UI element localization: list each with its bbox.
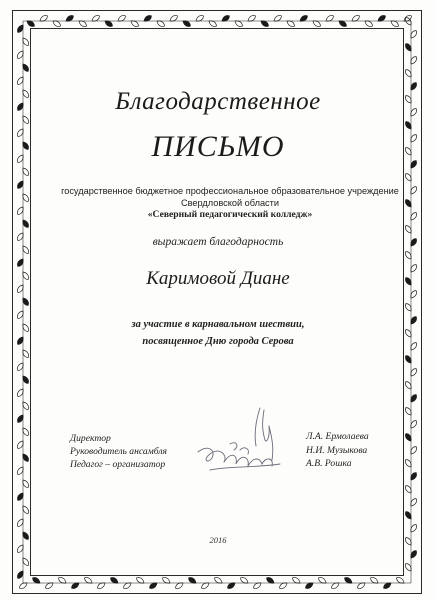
name-ensemble-leader: Н.И. Музыкова <box>306 444 368 456</box>
name-organizer: А.В. Рошка <box>306 458 352 469</box>
reason-block <box>0 316 436 350</box>
role-ensemble-leader: Руководитель ансамбля <box>70 446 168 457</box>
recipient-name: Каримовой Диане <box>146 268 290 289</box>
title-line-1: Благодарственное <box>115 88 321 115</box>
gratitude-phrase: выражает благодарность <box>152 236 284 248</box>
organization-block <box>54 186 406 221</box>
reason-line-1: за участие в карнавальном шествии, <box>131 319 305 330</box>
role-director: Директор <box>70 433 111 444</box>
name-director: Л.А. Ермолаева <box>306 431 369 442</box>
issue-year: 2016 <box>209 535 227 545</box>
organization-name: «Северный педагогический колледж» <box>147 209 313 220</box>
handwritten-signature <box>190 400 300 480</box>
signatory-names <box>306 430 369 471</box>
signatory-roles <box>70 432 167 471</box>
title-line-2: ПИСЬМО <box>151 130 285 163</box>
organization-region: Свердловской области <box>180 197 279 208</box>
role-organizer: Педагог – организатор <box>70 459 166 470</box>
reason-line-2: посвященное Дню города Серова <box>142 336 294 347</box>
organization-type: государственное бюджетное профессиональное образовательное учреждение <box>61 186 399 196</box>
